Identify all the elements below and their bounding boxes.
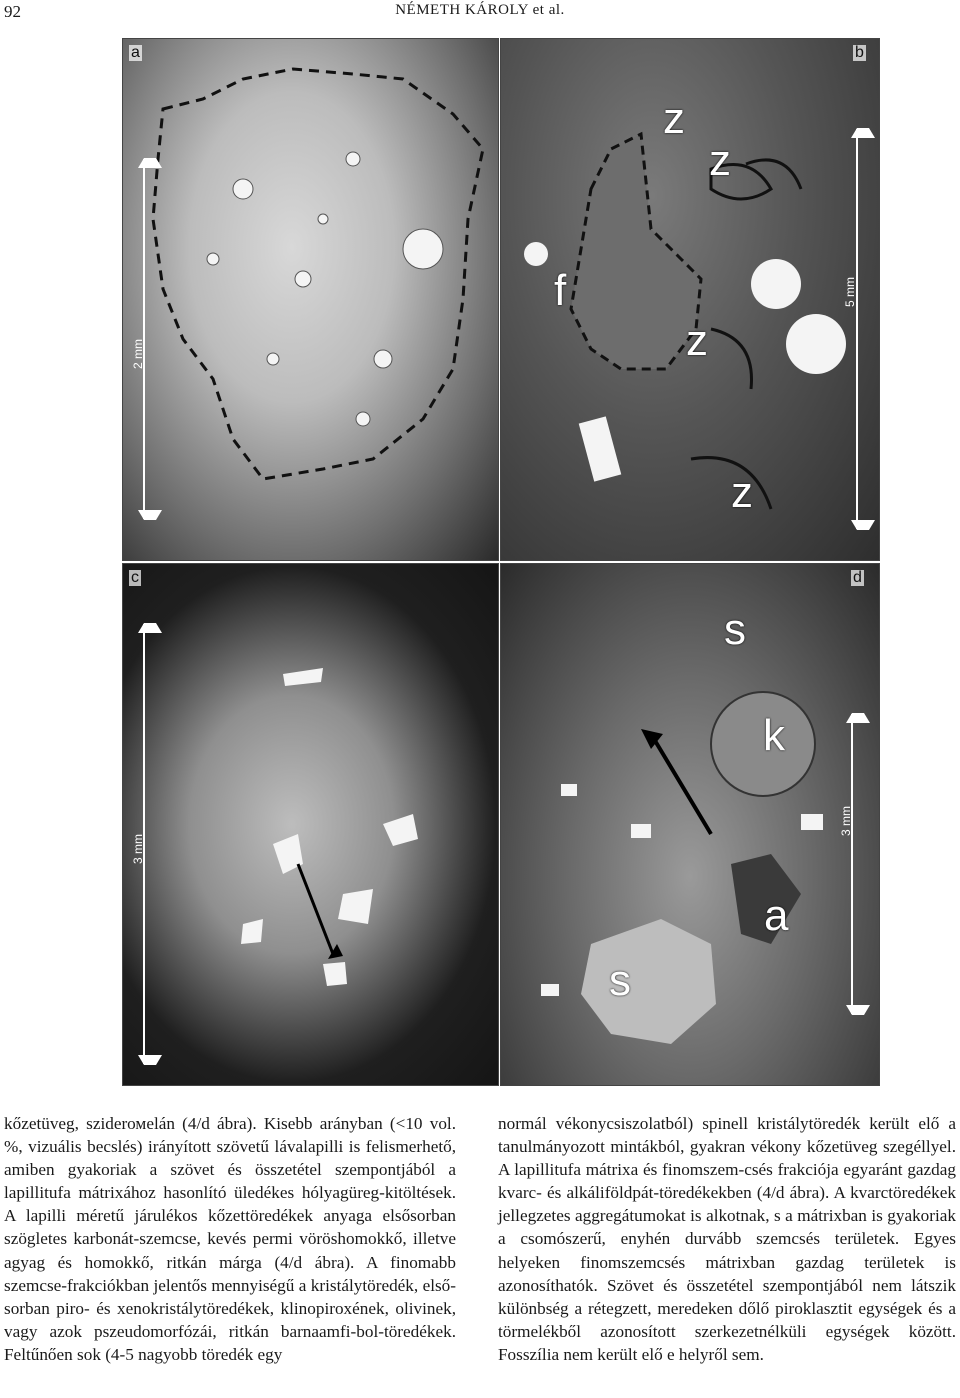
micrograph-panel-c <box>122 563 499 1086</box>
paragraph-right: normál vékonycsiszolatból) spinell kristálytöredék került elő a tanulmányozott mintákból, gyakran vékony kőzetüveg szegéllyel. A lapillitufa mátrixa és finomszem-csés frakciója egyaránt gazdag kvarc- és alkáliföldpát-töredékekben (4/d ábra). A kvarctöredékek jellegzetes aggregátumokat is alkotnak, s a mátrixban is gyakoriak a csomószerű, enyhén durvább szemcsés területek. Egyes helyeken finomszemcsés mátrixban gazdag területek is azonosíthatók. Szövet és összetétel szempontjából nem látszik különbség a rétegzett, meredeken dőlő piroklasztit egységek és a törmelékből azonosított szerkezetnélküli egységek között. Fosszília nem került elő e helyről sem. <box>498 1114 956 1364</box>
micrograph-panel-d <box>500 563 880 1086</box>
panel-label-b: b <box>855 44 864 61</box>
panel-label-a: a <box>131 44 140 61</box>
overlay-z-2: z <box>709 136 731 185</box>
paragraph-left: kőzetüveg, sziderомelán (4/d ábra). Kisebb arányban (<10 vol. %, vizuális becslés) irányított szövetű lávalapilli is felismerhető, amiben gyakoriak a szövet és összetétel szempontjából a lapillitufa mátrixához hasonlító üledékes hólyagüreg-kitöltések. A lapilli méretű járulékos kőzettöredékek anyaga elsősorban szögletes karbonát-szemcse, kevés permi vöröshomokkő, illetve agyag és homokkő, ritkán márga (4/d ábra). A finomabb szemcse-frakciókban jelentős mennyiségű a kristálytöredék, első-sorban piro- és xenokristálytöredékek, klinopiroxének, olivinek, vagy azok pszeudomorfózái, ritkán barnaamfi-bol-töredékek. Feltűnően sok (4-5 nagyobb töredék egy <box>4 1114 456 1364</box>
scale-text-c: 3 mm <box>131 834 145 864</box>
scale-text-d: 3 mm <box>839 806 853 836</box>
panel-label-d: d <box>853 569 862 586</box>
overlay-z-3: z <box>686 316 708 365</box>
overlay-s-2: s <box>609 956 631 1005</box>
page-number: 92 <box>4 2 21 21</box>
page-header <box>0 0 960 30</box>
overlay-s-1: s <box>724 605 746 654</box>
overlay-f: f <box>554 266 567 315</box>
scale-bar-d <box>851 714 853 1014</box>
overlay-a: a <box>764 891 789 940</box>
body-column-right <box>498 1112 956 1366</box>
body-column-left <box>4 1112 456 1366</box>
panel-label-c: c <box>131 569 139 586</box>
panel-a-texture <box>123 39 498 560</box>
overlay-k: k <box>763 711 785 760</box>
overlay-z-1: z <box>663 94 685 143</box>
scale-text-b: 5 mm <box>843 277 857 307</box>
figure-micrographs <box>122 38 878 1084</box>
panel-d-texture <box>501 564 879 1085</box>
micrograph-panel-b <box>500 38 880 561</box>
overlay-z-4: z <box>731 468 753 517</box>
running-head-authors: NÉMETH KÁROLY et al. <box>395 2 565 18</box>
panel-c-texture <box>123 564 498 1085</box>
scale-text-a: 2 mm <box>131 339 145 369</box>
scale-bar-b <box>856 129 858 529</box>
micrograph-panel-a <box>122 38 499 561</box>
